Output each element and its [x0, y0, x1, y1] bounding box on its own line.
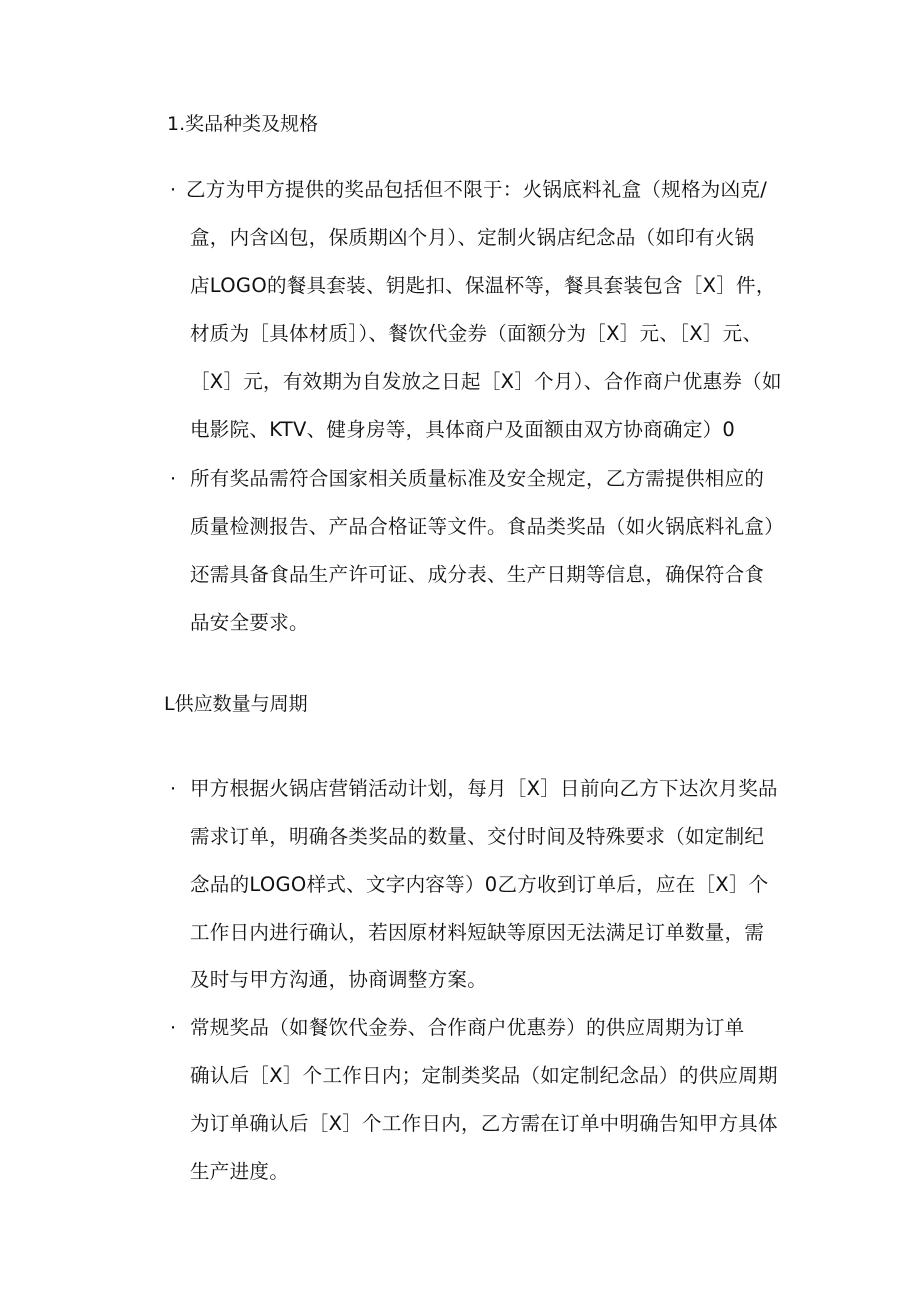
paragraph-line: 为订单确认后［X］个工作日内，乙方需在订单中明确告知甲方具体 — [190, 1112, 778, 1135]
paragraph-line: 工作日内进行确认，若因原材料短缺等原因无法满足订单数量，需 — [190, 921, 765, 944]
bullet-dot: · — [170, 179, 177, 201]
paragraph-line: 电影院、KTV、健身房等，具体商户及面额由双方协商确定）0 — [190, 418, 736, 441]
paragraph-line: 常规奖品（如餐饮代金券、合作商户优惠券）的供应周期为订单 — [190, 1016, 745, 1039]
paragraph-line: 还需具备食品生产许可证、成分表、生产日期等信息，确保符合食 — [190, 563, 765, 586]
paragraph-line: 及时与甲方沟通，协商调整方案。 — [190, 968, 488, 991]
paragraph-line: 确认后［X］个工作日内；定制类奖品（如定制纪念品）的供应周期 — [190, 1064, 778, 1087]
bullet-dot: · — [170, 468, 177, 490]
paragraph-line: 品安全要求。 — [190, 611, 309, 634]
paragraph-line: ［X］元，有效期为自发放之日起［X］个月）、合作商户优惠券（如 — [190, 370, 782, 393]
bullet-dot: · — [170, 778, 177, 800]
paragraph-line: 需求订单，明确各类奖品的数量、交付时间及特殊要求（如定制纪 — [190, 825, 765, 848]
paragraph-line: 材质为［具体材质］）、餐饮代金券（面额分为［X］元、［X］元、 — [190, 322, 763, 345]
section-2-heading: L供应数量与周期 — [164, 693, 308, 715]
bullet-dot: · — [170, 1017, 177, 1039]
paragraph-line: 质量检测报告、产品合格证等文件。食品类奖品（如火锅底料礼盒） — [190, 515, 785, 538]
paragraph-line: 店LOGO的餐具套装、钥匙扣、保温杯等，餐具套装包含［X］件， — [190, 274, 776, 297]
paragraph-line: 盒，内含凶包，保质期凶个月）、定制火锅店纪念品（如印有火锅 — [190, 226, 755, 249]
paragraph-line: 乙方为甲方提供的奖品包括但不限于：火锅底料礼盒（规格为凶克/ — [186, 178, 768, 201]
section-1-heading: 1.奖品种类及规格 — [167, 113, 319, 135]
paragraph-line: 所有奖品需符合国家相关质量标准及安全规定，乙方需提供相应的 — [190, 467, 765, 490]
paragraph-line: 甲方根据火锅店营销活动计划，每月［X］日前向乙方下达次月奖品 — [190, 777, 778, 800]
paragraph-line: 念品的LOGO样式、文字内容等）0乙方收到订单后，应在［X］个 — [190, 873, 769, 896]
paragraph-line: 生产进度。 — [190, 1160, 290, 1183]
